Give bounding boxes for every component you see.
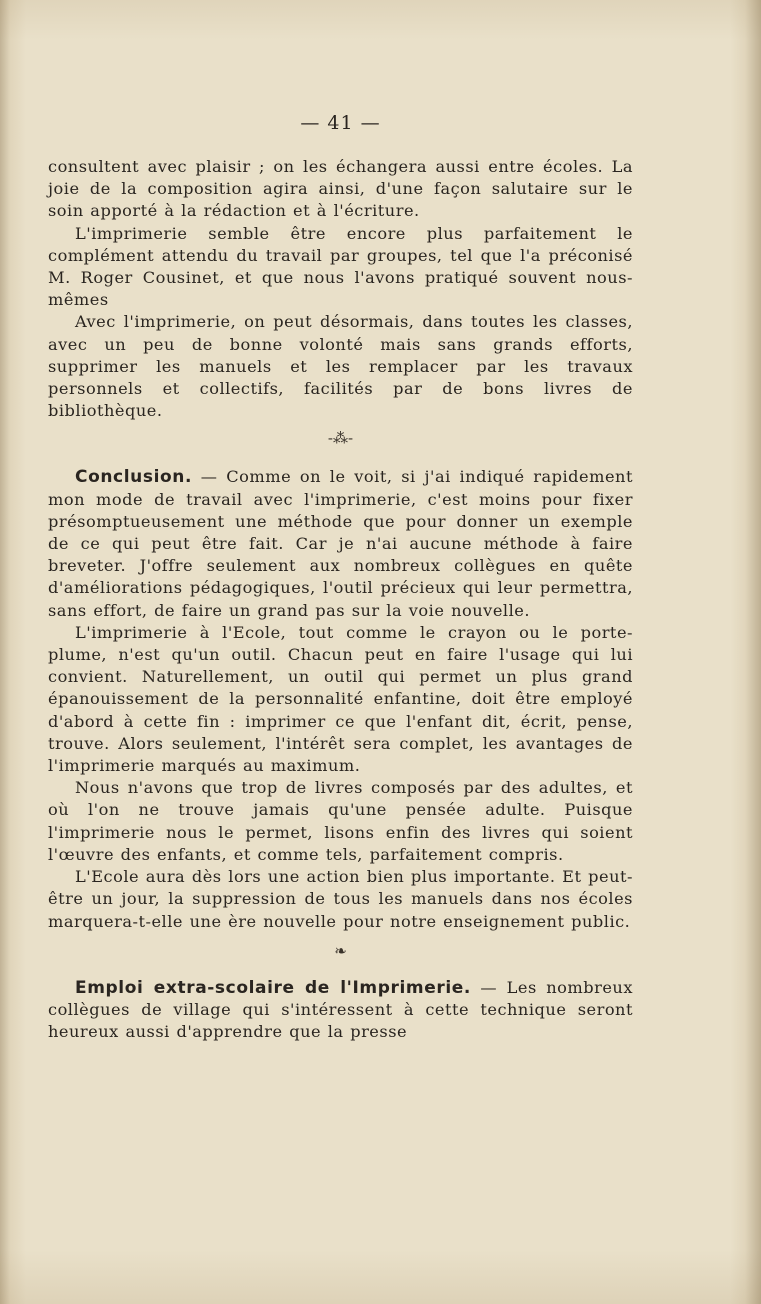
paragraph-emploi: [48, 977, 633, 1044]
title-separator: —: [192, 467, 227, 487]
paragraph-conclusion-2: L'imprimerie à l'Ecole, tout comme le crayon ou le porte-plume, n'est qu'un outil. Chacun peut en faire l'usage qui lui convient. Naturellement, un outil qui permet un plus grand épanouissement de la personnalité enfantine, doit être employé d'abord à cette fin : imprimer ce que l'enfant dit, écrit, pense, trouve. Alors seulement, l'intérêt sera complet, les avantages de l'imprimerie marqués au maximum.: [48, 622, 633, 776]
paragraph-conclusion-3: Nous n'avons que trop de livres composés par des adultes, et où l'on ne trouve jamais qu'une pensée adulte. Puisque l'imprimerie nous le permet, lisons enfin des livres qui soient l'œuvre des enfants, et comme tels, parfaitement compris.: [48, 778, 633, 864]
ornament-divider-icon: -⁂-: [327, 429, 354, 448]
paragraph-conclusion: [48, 466, 633, 621]
paragraph-intro-3: Avec l'imprimerie, on peut désormais, dans toutes les classes, avec un peu de bonne volonté mais sans grands efforts, supprimer les manuels et les remplacer par les travaux personnels et collectifs, facilités par de bons livres de bibliothèque.: [48, 312, 633, 421]
section-title-conclusion: Conclusion.: [75, 467, 193, 488]
page-body: [48, 112, 633, 1043]
section-title-emploi: Emploi extra-scolaire de l'Imprimerie.: [75, 977, 471, 998]
conclusion-text: Comme on le voit, si j'ai indiqué rapidement mon mode de travail avec l'imprimerie, c'est moins pour fixer présomptueusement une méthode que pour donner un exemple de ce qui peut être fait. Car je n'ai aucune méthode à faire breveter. J'offre seulement aux nombreux collègues en quête d'améliorations pédagogiques, l'outil précieux qui leur permettra, sans effort, de faire un grand pas sur la voie nouvelle.: [48, 467, 633, 620]
page-number: — 41 —: [300, 112, 381, 134]
paragraph-intro-1: consultent avec plaisir ; on les échangera aussi entre écoles. La joie de la composition agira ainsi, d'une façon salutaire sur le soin apporté à la rédaction et à l'écriture.: [48, 157, 633, 221]
fleuron-icon: ❧: [334, 941, 347, 960]
paragraph-intro-2: L'imprimerie semble être encore plus parfaitement le complément attendu du travail par groupes, tel que l'a préconisé M. Roger Cousinet, et que nous l'avons pratiqué souvent nous-mêmes: [48, 223, 633, 310]
emploi-text: Les nombreux collègues de village qui s'intéressent à cette technique seront heureux aussi d'apprendre que la presse: [48, 977, 633, 1042]
paragraph-conclusion-4: L'Ecole aura dès lors une action bien plus importante. Et peut-être un jour, la suppression de tous les manuels dans nos écoles marquera-t-elle une ère nouvelle pour notre enseignement public.: [48, 867, 633, 931]
title-separator: —: [470, 977, 507, 997]
